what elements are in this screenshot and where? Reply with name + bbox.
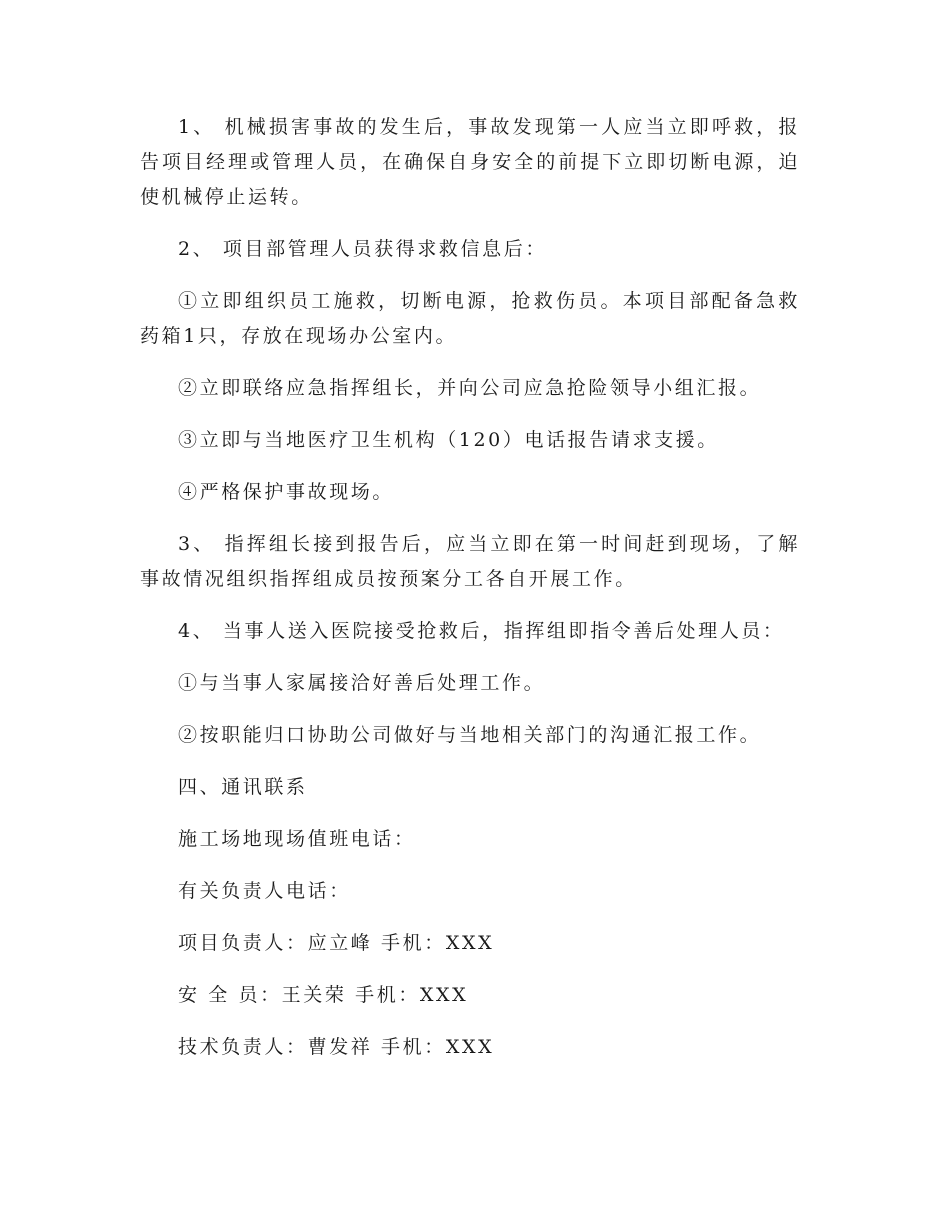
paragraph-contact-commander: ②立即联络应急指挥组长，并向公司应急抢险领导小组汇报。 (178, 377, 762, 399)
paragraph-call-medical: ③立即与当地医疗卫生机构（120）电话报告请求支援。 (178, 429, 719, 451)
paragraph-commander-arrives: 3、 指挥组长接到报告后，应当立即在第一时间赶到现场，了解事故情况组织指挥组成员按预案分工各自开展工作。 (140, 533, 800, 590)
paragraph-responsible-phones: 有关负责人电话： (178, 880, 351, 902)
paragraph-organize-rescue: ①立即组织员工施救，切断电源，抢救伤员。本项目部配备急救药箱1只，存放在现场办公室内。 (140, 290, 800, 347)
section-heading-communications: 四、通讯联系 (178, 776, 308, 798)
contact-safety-officer: 安 全 员：王关荣 手机：XXX (178, 984, 469, 1006)
paragraph-department-report: ②按职能归口协助公司做好与当地相关部门的沟通汇报工作。 (178, 724, 762, 746)
document-body (140, 110, 800, 1082)
contact-technical-lead: 技术负责人：曹发祥 手机：XXX (178, 1036, 495, 1058)
paragraph-site-duty-phone: 施工场地现场值班电话： (178, 828, 416, 850)
paragraph-aftermath-handling: 4、 当事人送入医院接受抢救后，指挥组即指令善后处理人员： (178, 620, 785, 642)
paragraph-management-response: 2、 项目部管理人员获得求救信息后： (178, 238, 547, 260)
contact-project-manager: 项目负责人：应立峰 手机：XXX (178, 932, 495, 954)
paragraph-protect-scene: ④严格保护事故现场。 (178, 481, 395, 503)
paragraph-family-liaison: ①与当事人家属接洽好善后处理工作。 (178, 672, 546, 694)
paragraph-mechanical-injury-response: 1、 机械损害事故的发生后，事故发现第一人应当立即呼救，报告项目经理或管理人员，在确保自身安全的前提下立即切断电源，迫使机械停止运转。 (140, 116, 800, 208)
